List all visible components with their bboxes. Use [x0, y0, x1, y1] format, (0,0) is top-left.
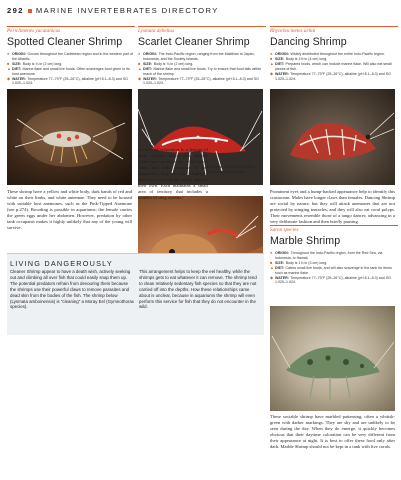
diet-icon: ▲ [138, 66, 142, 71]
origin-icon: ● [138, 52, 141, 56]
antennae-annotation: Antennae are used as feelers in murky surroundings [207, 164, 255, 174]
species-entry-scarlet [138, 26, 266, 86]
fact-diet: ▲ DIET: Caters small live foods, and will also scavenge in the tank for items such as marine flake. [270, 265, 392, 275]
latin-name: Rhynchocinetes uritai [270, 26, 398, 34]
species-entry-dancing [270, 26, 398, 81]
water-icon: ◆ [270, 275, 273, 280]
page-number: 292 [7, 6, 24, 15]
diet-icon: ▲ [270, 61, 274, 66]
fact-water: ◆ WATER: Temperature 77–79°F (25–26°C), alkaline (pH 8.1–8.3) and SG 1.020–1.024. [270, 275, 391, 285]
water-icon: ◆ [7, 76, 10, 81]
fact-origin: ● ORIGIN: Throughout the Indo-Pacific region, from the Red Sea, via Indonesia, to Hawaii. [270, 251, 383, 260]
fact-list [7, 52, 135, 86]
diet-icon: ▲ [7, 66, 11, 71]
fact-water: ◆ WATER: Temperature 77–79°F (25–26°C), alkaline (pH 8.1–8.3) and SG 1.020–1.024. [138, 76, 259, 86]
diet-icon: ▲ [270, 265, 274, 270]
marble-shrimp-photo [270, 306, 395, 411]
species-name: Spotted Cleaner Shrimp [7, 36, 123, 48]
dancing-description: Prominent eyes and a hump-backed appearance help to identify this crustacean. Males have longer claws than females. Dancing Shrimp are social by nature, but they will attack anemones that are not protected by stinging tentacles, and they will also eat coral polyps. Their movements resemble those of a tango dancer, advancing in a very deliberate fashion and then briefly pausing. [270, 189, 395, 224]
running-header [7, 6, 395, 18]
bullet-square-icon [28, 9, 32, 13]
species-name: Dancing Shrimp [270, 36, 347, 48]
running-title: MARINE INVERTEBRATES DIRECTORY [35, 6, 219, 15]
scarlet-description: Scarlet red coloration is a feature of these shrimp, which also display white spots on the body, white lower limbs, and white antennae. In reef aquariums, they are best displayed kept as a small group rather than on their own. Each maintains a small area of territory that includes a number of snug retreats. [138, 147, 208, 200]
size-icon: ■ [270, 56, 273, 61]
water-icon: ◆ [138, 76, 141, 81]
size-icon: ■ [270, 260, 273, 265]
fact-size: ■ SIZE: Body is ¾ in (2 cm) long. [7, 61, 63, 66]
fact-water: ◆ WATER: Temperature 77–79°F (25–26°C), alkaline (pH 8.1–8.3) and SG 1.020–1.024. [7, 76, 128, 86]
water-icon: ◆ [270, 71, 273, 76]
fact-list [270, 52, 398, 81]
species-entry-marble [270, 225, 398, 285]
species-name: Scarlet Cleaner Shrimp [138, 36, 250, 48]
dancing-shrimp-photo [270, 89, 395, 185]
origin-icon: ● [270, 251, 273, 255]
living-dangerously-sidebar [7, 253, 264, 335]
size-icon: ■ [138, 61, 141, 66]
fact-origin: ● ORIGIN: The Indo-Pacific region, ranging from the Maldives to Japan, Indonesia, and the Society Islands. [138, 52, 255, 61]
latin-name: Periclimenes yucatanicus [7, 26, 135, 34]
sidebar-title: LIVING DANGEROUSLY [7, 253, 264, 268]
species-entry-spotted [7, 26, 135, 86]
spotted-cleaner-shrimp-photo [7, 89, 132, 185]
sidebar-text-col2: This arrangement helps to keep the eel healthy, while the shrimps gets to eat whatever it can remove. The shrimp tend to clean relatively sedentary fish species so that they are not carried off into the depths. How these relationships came about is unclear, because in aquariums the shrimp will even perform this service for fish that they do not encounter in the wild. [139, 269, 257, 310]
spotted-description: These shrimp have a yellow and white body, dark bands of red and white on their limbs, and white antennae. They need to be housed with suitable host anemones, such as the Pink-Tipped Anemone (see p.274). Brooding is possible in aquariums; the female carries the green eggs under her abdomen. However, predation by other tank occupants makes it highly unlikely that any of the young will survive. [7, 189, 132, 230]
latin-name: Lysmata debelius [138, 26, 266, 34]
sidebar-text-col1: Cleaner Shrimp appear to have a death wish, actively seeking out and climbing all over fish that could easily snap them up. The potential predators refrain from devouring them because the shrimps use their powerful claws to remove parasites and dead skin from the bodies of the fish. The shrimp below (Lysmata amboinensis) is "cleaning" a Moray Eel (Gymnothorax species). [10, 269, 134, 310]
marble-description: These sociable shrimp have marbled patterning, often a whitish-green with darker markings. They are shy and are unlikely to be seen during the day. When they do emerge, it quickly becomes obvious that their daytime coloration can be very different from their appearance at night. It is best to offer these food only after dark. Marble Shrimp should not be kept in a tank with live corals. [270, 414, 395, 449]
origin-icon: ● [270, 52, 273, 56]
fact-size: ■ SIZE: Body is ¾ in (2 cm) long. [138, 61, 194, 66]
size-icon: ■ [7, 61, 10, 66]
fact-diet: ▲ DIET: Marine flake and small live foods. Often scavenges food given to its host anemone. [7, 66, 130, 76]
fact-diet: ▲ DIET: Prepared foods, which can include marine flake. Will also eat small pieces of fish. [270, 61, 392, 71]
fact-size: ■ SIZE: Body is 1½ in (4 cm) long. [270, 56, 328, 61]
fact-list [270, 251, 398, 285]
origin-icon: ● [7, 52, 10, 56]
fact-list [138, 52, 266, 86]
fact-origin: ● ORIGIN: Occurs throughout the Caribbean region and in the western part of the Atlantic. [7, 52, 134, 61]
fact-size: ■ SIZE: Body is 1¾ in (3 cm) long. [270, 260, 328, 265]
latin-name: Saron species [270, 225, 398, 233]
fact-water: ◆ WATER: Temperature 77–79°F (25–26°C), alkaline (pH 8.1–8.3) and SG 1.020–1.024. [270, 71, 391, 81]
fact-diet: ▲ DIET: Marine flake and small live foods. Try to ensure that food falls within reach of the shrimp. [138, 66, 262, 76]
species-name: Marble Shrimp [270, 235, 341, 247]
fact-origin: ● ORIGIN: Widely distributed throughout the entire Indo-Pacific region. [270, 52, 385, 56]
